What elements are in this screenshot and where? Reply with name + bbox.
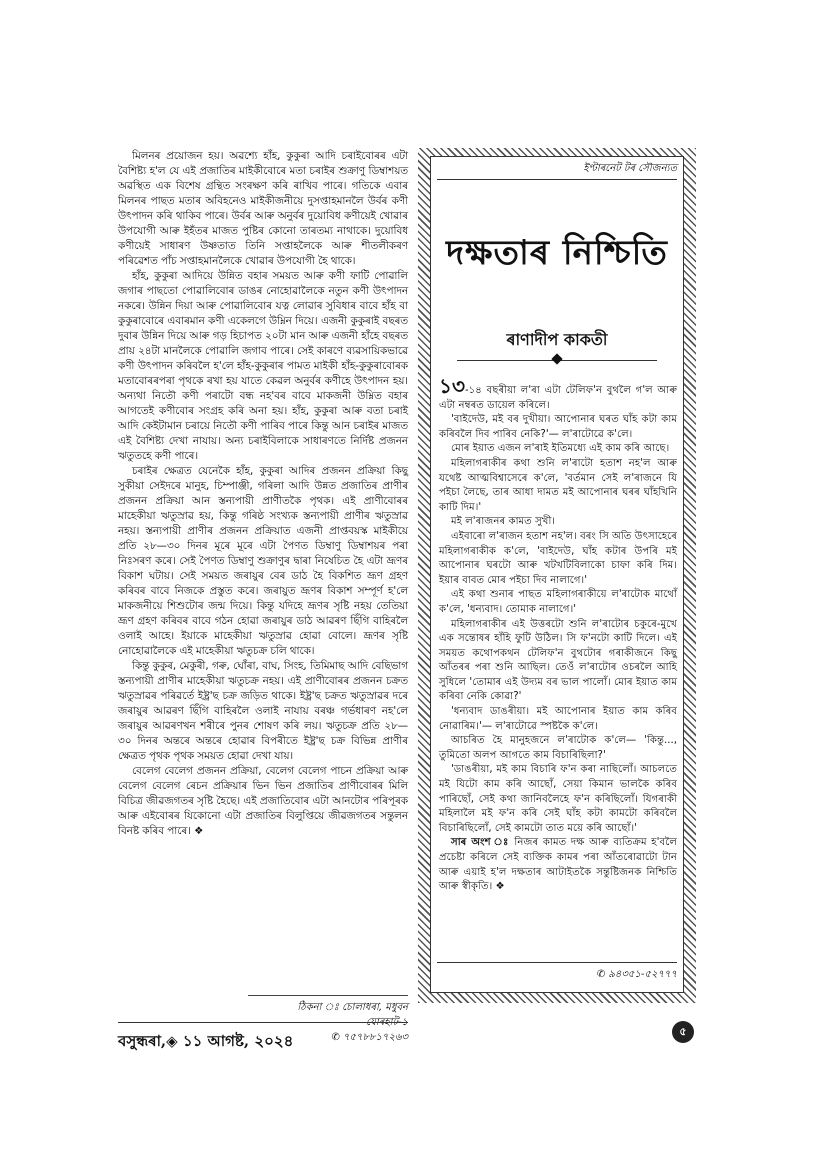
summary-text: নিজৰ কামত দক্ষ আৰু ব্যতিক্ৰম হ'বলৈ প্ৰচেষ্টা কৰিলে সেই ব্যক্তিক কামৰ পৰা আঁতৰোৱাটো টান আৰু এয়াই হ'ল দক্ষতাৰ আটাইতকৈ সন্তুষ্টিজনক নিশ্চিতি আৰু স্বীকৃতি। ❖ (439, 837, 677, 893)
story-paragraph: মই ল'ৰাজনৰ কামত সুখী। (451, 516, 556, 528)
article-paragraph: মিলনৰ প্ৰয়োজন হয়। অৱশ্যে হাঁহ, কুকুৰা আদি চৰাইবোৰৰ এটা বৈশিষ্ট্য হ'ল যে এই প্ৰজাতিৰ মাইকীবোৰে মতা চৰাইৰ শুক্ৰাণু ডিম্বাশয়ত অৱস্থিত এক বিশেষ গ্ৰন্থিত সংৰক্ষণ কৰি ৰাখিব পাৰে। গতিকে এবাৰ মিলনৰ পাছত মতাৰ অবিহনেও মাইকীজনীয়ে দুসপ্তাহমানলৈ উৰ্বৰ কণী উৎপাদন কৰি থাকিব পাৰে। উৰ্বৰ আৰু অনুৰ্বৰ দুয়োবিধ কণীয়েই খোৱাৰ উপযোগী আৰু ইহঁতৰ মাজত পুষ্টিৰ কোনো তাৰতম্য নাথাকে। দুয়োবিধ কণীয়েই সাধাৰণ উষ্ণতাত তিনি সপ্তাহলৈকে আৰু শীতলীকৰণ পৰিৱেশত পাঁচ সপ্তাহমানলৈকে খোৱাৰ উপযোগী হৈ থাকে। (118, 150, 408, 267)
courtesy-divider (437, 179, 677, 180)
story-paragraph: এই কথা শুনাৰ পাছত মহিলাগৰাকীয়ে ল'ৰাটোক মাথোঁ ক'লে, 'ধন্যবাদ। তোমাক নালাগে।' (439, 589, 677, 615)
byline-ornament (457, 355, 657, 365)
story-summary (439, 836, 677, 894)
story-paragraph: 'বাইদেউ, মই বৰ দুখীয়া। আপোনাৰ ঘৰত ঘাঁহ কটা কাম কৰিবলৈ দিব পাৰিব নেকি?'— ল'ৰাটোৱে ক'লে। (439, 414, 677, 440)
story-paragraph (439, 374, 677, 413)
address-line: ঠিকনা ঃ চোলাধৰা, মধুবন (297, 1002, 408, 1013)
sidebar-story (430, 156, 684, 993)
story-dropcap: ১৩ (439, 374, 465, 398)
story-paragraph: মোৰ ইয়াত এজন ল'ৰাই ইতিমধ্যে এই কাম কৰি আছে। (451, 443, 670, 455)
address-divider (248, 995, 408, 996)
article-paragraph: কিন্তু কুকুৰ, মেকুৰী, গৰু, ঘোঁৰা, বাঘ, সিংহ, তিমিমাছ আদি বেছিভাগ স্তন্যপায়ী প্ৰাণীৰ মাহেকীয়া ঋতুচক্ৰ নহয়। এই প্ৰাণীবোৰৰ প্ৰজনন চক্ৰত ঋতুস্ৰাৱৰ পৰিৱৰ্তে ইষ্ট্ৰ'ছ চক্ৰ জড়িত থাকে। ইষ্ট্ৰ'ছ চক্ৰত ঋতুস্ৰাৱৰ দৰে জৰায়ুৰ আৱৰণ ছিঁগি বাহিৰলৈ ওলাই নাযায় বৰঞ্চ গৰ্ভধাৰণ নহ'লে জৰায়ুৰ আৱৰণখন শৰীৰে পুনৰ শোষণ কৰি লয়। ঋতুচক্ৰ প্ৰতি ২৮—৩০ দিনৰ অন্তৰে অন্তৰে হোৱাৰ বিপৰীতে ইষ্ট্ৰ'ছ চক্ৰ বিভিন্ন প্ৰাণীৰ ক্ষেত্ৰত পৃথক পৃথক সময়ত হোৱা দেখা যায়। (118, 660, 408, 762)
magazine-footer: বসুন্ধৰা,◈ ১১ আগষ্ট, ২০২৪ (118, 1032, 294, 1050)
story-paragraph: 'ধন্যবাদ ডাঙৰীয়া। মই আপোনাৰ ইয়াত কাম কৰিব নোৱাৰিম।'— ল'ৰাটোৱে স্পষ্টকৈ ক'লে। (439, 706, 677, 732)
article-paragraph: চৰাইৰ ক্ষেত্ৰত যেনেকৈ হাঁহ, কুকুৰা আদিৰ প্ৰজনন প্ৰক্ৰিয়া কিছু সুকীয়া সেইদৰে মানুহ, চিম্পাঞ্জী, গৰিলা আদি উন্নত প্ৰজাতিৰ প্ৰাণীৰ প্ৰজনন প্ৰক্ৰিয়া আন স্তন্যপায়ী প্ৰাণীতকৈ পৃথক। এই প্ৰাণীবোৰৰ মাহেকীয়া ঋতুস্ৰাৱ হয়, কিন্তু গৰিষ্ঠ সংখ্যক স্তন্যপায়ী প্ৰাণীৰ ঋতুস্ৰাৱ নহয়। স্তন্যপায়ী প্ৰাণীৰ প্ৰজনন প্ৰক্ৰিয়াত এজনী প্ৰাপ্তবয়স্ক মাইকীয়ে প্ৰতি ২৮—৩০ দিনৰ মূৰে মূৰে এটা পৈণত ডিম্বাণু ডিম্বাশয়ৰ পৰা নিঃসৰণ কৰে। সেই পৈণত ডিম্বাণু শুক্ৰাণুৰ দ্বাৰা নিষেচিত হৈ এটা ভ্ৰূণৰ বিকাশ ঘটায়। সেই সময়ত জৰায়ুৰ বেৰ ডাঠ হৈ বিকশিত ভ্ৰূণ গ্ৰহণ কৰিবৰ বাবে নিজকে প্ৰস্তুত কৰে। জৰায়ুত ভ্ৰূণৰ বিকাশ সম্পূৰ্ণ হ'লে মাকজনীয়ে শিশুটোৰ জন্ম দিয়ে। কিন্তু যদিহে ভ্ৰূণৰ সৃষ্টি নহয় তেতিয়া ভ্ৰূণ গ্ৰহণ কৰিবৰ বাবে গঠন হোৱা জৰায়ুৰ ডাঠ আৱৰণ ছিঁগি বাহিৰলৈ ওলাই আহে। ইয়াকে মাহেকীয়া ঋতুস্ৰাৱ হোৱা বোলে। ভ্ৰূণৰ সৃষ্টি নোহোৱালৈকে এই মাহেকীয়া ঋতুচক্ৰ চলি থাকে। (118, 465, 408, 657)
story-body (439, 374, 678, 895)
address-line: যোৰহাট-১ (365, 1017, 408, 1028)
diamond-icon (551, 353, 562, 364)
story-paragraph: এইবাৰো ল'ৰাজন হতাশ নহ'ল। বৰং সি অতি উৎসাহেৰে মহিলাগৰাকীক ক'লে, 'বাইদেউ, ঘাঁহ কটাৰ উপৰি মই আপোনাৰ ঘৰটো আৰু খটখটিবিলাকো চাফা কৰি দিম। ইয়াৰ বাবত মোৰ পইচা দিব নালাগে।' (439, 530, 678, 586)
story-headline: দক্ষতাৰ নিশ্চিতি (446, 233, 668, 273)
footer-divider (118, 1022, 408, 1023)
story-phone: ✆ ৯৪৩৫১-৫২৭৭৭ (437, 962, 677, 984)
story-paragraph: মহিলাগৰাকীৰ কথা শুনি ল'ৰাটো হতাশ নহ'ল আৰু যথেষ্ট আত্মবিশ্বাসেৰে ক'লে, 'বৰ্তমান সেই ল'ৰাজনে যি পইচা লৈছে, তাৰ আধা দামত মই আপোনাৰ ঘৰৰ ঘাঁহখিনি কাটি দিম।' (439, 457, 677, 513)
story-paragraph-text: -১৪ বছৰীয়া ল'ৰা এটা টেলিফ'ন বুথলৈ গ'ল আৰু এটা নম্বৰত ডায়েল কৰিলে। (439, 385, 677, 411)
author-phone: ✆ ৭৫৭৮৮১৭২৬৩ (331, 1032, 408, 1043)
courtesy-note: ইণ্টাৰনেট টৰ সৌজন্যত (583, 163, 677, 174)
article-paragraph: বেলেগ বেলেগ প্ৰজনন প্ৰক্ৰিয়া, বেলেগ বেলেগ পাচন প্ৰক্ৰিয়া আৰু বেলেগ বেলেগ ৰেচন প্ৰক্ৰিয়াৰ ভিন ভিন প্ৰজাতিৰ প্ৰাণীবোৰৰ মিলি বিচিত্ৰ জীৱজগতৰ সৃষ্টি হৈছে। এই প্ৰজাতিবোৰ এটা আনটোৰ পৰিপূৰক আৰু এইবোৰৰ যিকোনো এটা প্ৰজাতিৰ বিলুপ্তিয়ে জীৱজগতৰ সন্তুলন বিনষ্ট কৰিব পাৰে। ❖ (118, 765, 408, 837)
story-paragraph: মহিলাগৰাকীৰ এই উত্তৰটো শুনি ল'ৰাটোৰ চকুৰে-মুখে এক সন্তোষৰ হাঁহি ফুটি উঠিল। সি ফ'নটো কাটি দিলে। এই সময়ত কথোপকথন টেলিফ'ন বুথটোৰ গৰাকীজনে কিছু আঁতৰৰ পৰা শুনি আছিল। তেওঁ ল'ৰাটোৰ ওচৰলৈ আহি সুধিলে 'তোমাৰ এই উদ্যম বৰ ভাল পালোঁ। মোৰ ইয়াত কাম কৰিবা নেকি কোৱা?' (439, 618, 677, 703)
story-paragraph: আচৰিত হৈ মানুহজনে ল'ৰাটোক ক'লে— 'কিন্তু..., তুমিতো অলপ আগতে কাম বিচাৰিছিলা?' (439, 735, 677, 761)
summary-label: সাৰ অংশ ঃ (451, 837, 510, 849)
story-paragraph: 'ডাঙৰীয়া, মই কাম বিচাৰি ফ'ন কৰা নাছিলোঁ। আচলতে মই যিটো কাম কৰি আছোঁ, সেয়া কিমান ভালকৈ কৰিব পাৰিছোঁ, সেই কথা জানিবলৈহে ফ'ন কৰিছিলোঁ। যিগৰাকী মহিলালৈ মই ফ'ন কৰি সেই ঘাঁহ কটা কামটো কৰিবলৈ বিচাৰিছিলোঁ, সেই কামটো তাত ময়ে কৰি আছোঁ।' (439, 764, 677, 834)
page-number: ৫ (672, 1021, 694, 1043)
article-paragraph: হাঁহ, কুকুৰা আদিয়ে উন্নিত বহাৰ সময়ত আৰু কণী ফাটি পোৱালি জগাৰ পাছতো পোৱালিবোৰ ডাঙৰ নোহোৱালৈকে নতুন কণী উৎপাদন নকৰে। উন্নিন দিয়া আৰু পোৱালিবোৰ যত্ন লোৱাৰ সুবিধাৰ বাবে হাঁহ বা কুকুৰাবোৰে এবাৰমান কণী একেলগে উম্নিন দিয়ে। এজনী কুকুৰাই বছৰত দুবাৰ উন্নিন দিয়ে আৰু গড় হিচাপত ২০টা মান আৰু এজনী হাঁহে বছৰত প্ৰায় ২৪টা মানলৈকে পোৱালি জগাব পাৰে। সেই কাৰণে ব্যৱসায়িকভাৱে কণী উৎপাদন কৰিবলৈ হ'লে হাঁহ-কুকুৰাৰ পামত মাইকী হাঁহ-কুকুৰাবোৰক মতাবোৰৰপৰা পৃথকে ৰখা হয় যাতে কেৱল অনুৰ্বৰ কণীহে উৎপাদন হয়। অন্যথা নিতৌ কণী পৰাটো বন্ধ নহ'বৰ বাবে মাকজনী উম্নিত বহাৰ আগতেই কণীবোৰ সংগ্ৰহ কৰি অনা হয়। হাঁহ, কুকুৰা আৰু বতা চৰাই আদি কেইটামান চৰায়ে নিতৌ কণী পাৰিব পাৰে কিন্তু আন চৰাইৰ মাজত এই বৈশিষ্ট্য দেখা নাযায়। অন্য চৰাইবিলাকে সাধাৰণতে নিৰ্দিষ্ট প্ৰজনন ঋতুতহে কণী পাৰে। (118, 270, 408, 462)
story-byline: ৰাণাদীপ কাকতী (506, 330, 608, 349)
sidebar-story-frame (418, 148, 696, 1003)
main-article (118, 149, 408, 839)
